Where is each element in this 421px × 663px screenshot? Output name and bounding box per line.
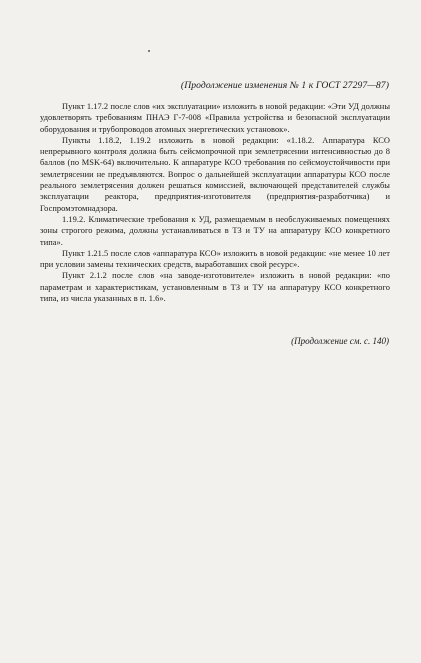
paragraph-1-17-2: Пункт 1.17.2 после слов «их эксплуатации» изложить в новой редакции: «Эти УД должны удовлетворять требованиям ПНАЭ Г-7-008 «Правила устройства и безопасной эксплуатации оборудования и трубопроводов атомных энергетических установок». [40,102,390,134]
continuation-footer: (Продолжение см. с. 140) [291,336,389,346]
paragraph-2-1-2: Пункт 2.1.2 после слов «на заводе-изготовителе» изложить в новой редакции: «по параметрам и характеристикам, установленным в ТЗ и ТУ на аппаратуру КСО конкретного типа, из числа указанных в п. 1.6». [40,271,390,304]
paragraph-1-19-2: 1.19.2. Климатические требования к УД, размещаемым в необслуживаемых помещениях зоны строгого режима, должны устанавливаться в ТЗ и ТУ на аппаратуру КСО конкретного типа». [40,214,390,247]
scan-speck [148,50,150,52]
continuation-header: (Продолжение изменения № 1 к ГОСТ 27297—87) [180,80,389,91]
paragraph-1-18-2: Пункты 1.18.2, 1.19.2 изложить в новой редакции: «1.18.2. Аппаратура КСО непрерывного контроля должна быть сейсмопрочной при землетрясении интенсивностью до 8 баллов (по MSK-64) включительно. К аппаратуре КСО требования по сейсмоустойчивости при землетрясении не предъявляются. Вопрос о дальнейшей эксплуатации аппаратуры КСО после реального землетрясения должен решаться комиссией, включающей представителей службы эксплуатации реактора, предприятия-изготовителя (предприятия-разработчика) и Госпромэтомнадзора. [40,135,390,213]
paragraph-1-21-5: Пункт 1.21.5 после слов «аппаратура КСО» изложить в новой редакции: «не менее 10 лет при условии замены технических средств, выработавших свой ресурс». [40,248,390,270]
document-body [40,101,390,304]
